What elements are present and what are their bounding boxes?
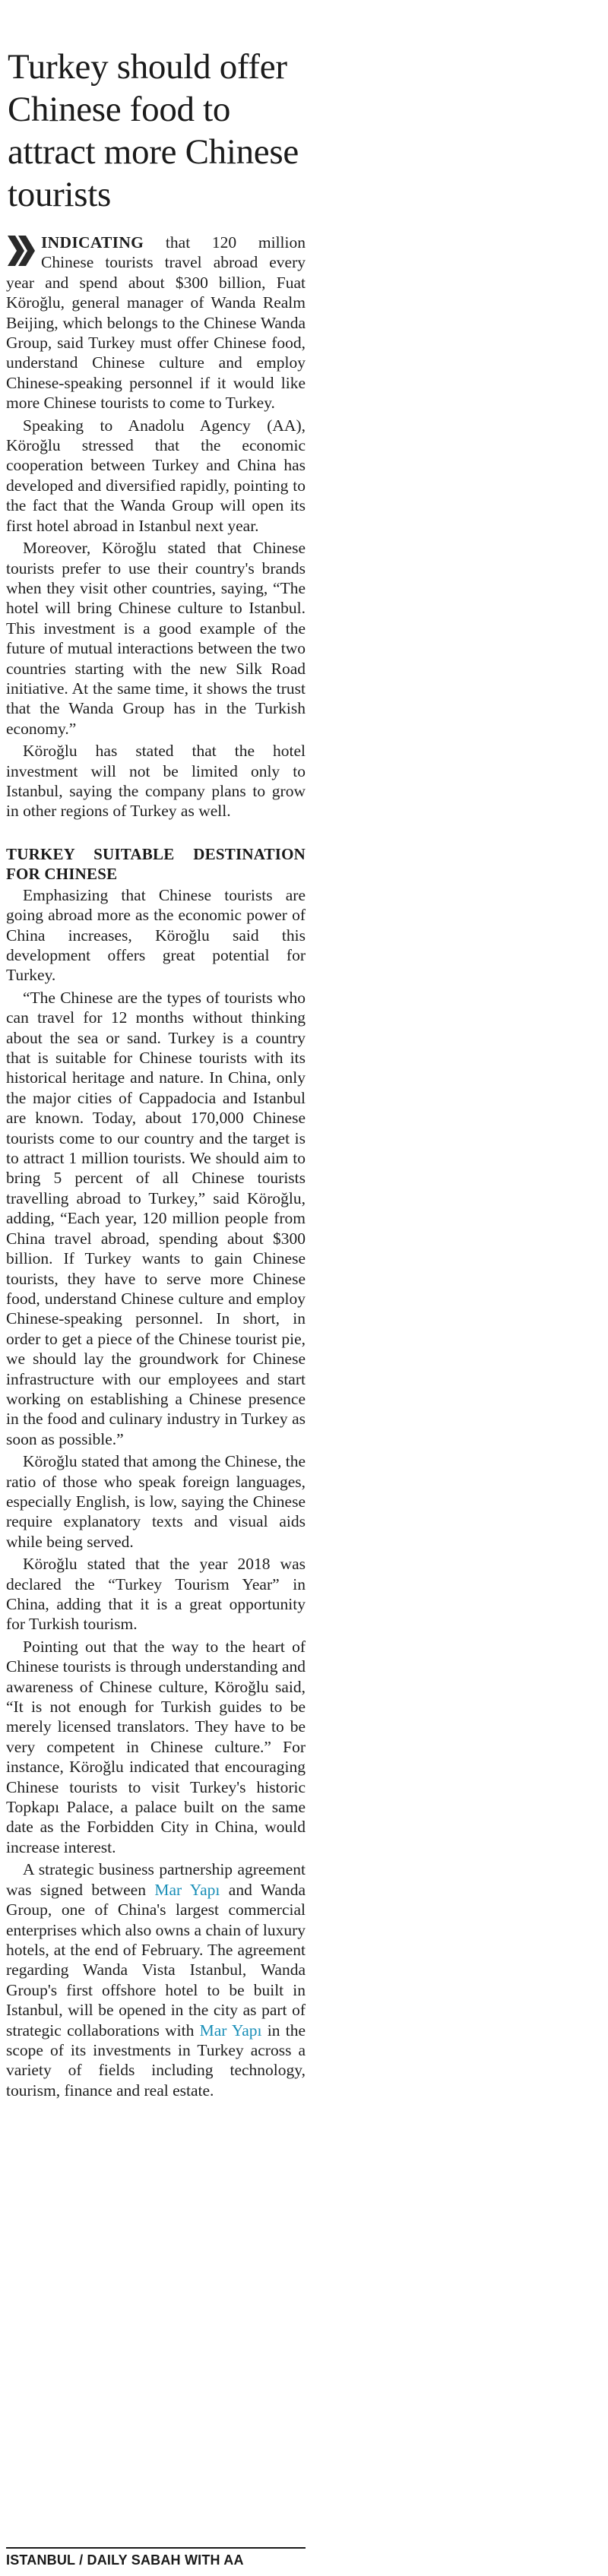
mar-yapi-link[interactable]: Mar Yapı [199, 2021, 262, 2040]
lead-paragraph-text: that 120 million Chinese tourists travel abroad every year and spend about $300 billion, Fuat Köroğlu, general manager of Wanda Realm Beijing, which belongs to the Chinese Wanda Group, said Turkey must offer Chinese food, understand Chinese culture and employ Chinese-speaking personnel if it would like more Chinese tourists to come to Turkey. [6, 233, 306, 413]
article-body [6, 233, 306, 2100]
lead-word: INDICATING [41, 233, 144, 252]
article-headline: Turkey should offer Chinese food to attract more Chinese tourists [8, 47, 299, 214]
body-paragraph: Köroğlu stated that the year 2018 was declared the “Turkey Tourism Year” in China, adding that it is a great opportunity for Turkish tourism. [6, 1555, 306, 1634]
body-paragraph: Moreover, Köroğlu stated that Chinese tourists prefer to use their country's brands when they visit other countries, saying, “The hotel will bring Chinese culture to Istanbul. This investment is a good example of the future of mutual interactions between the two countries starting with the new Silk Road initiative. At the same time, it shows the trust that the Wanda Group has in the Turkish economy.” [6, 539, 306, 738]
mar-yapi-link[interactable]: Mar Yapı [154, 1880, 220, 1899]
final-paragraph [6, 1859, 306, 2100]
section-subheading: TURKEY SUITABLE DESTINATION FOR CHINESE [6, 844, 306, 883]
final-paragraph-text: and Wanda Group, one of China's largest commercial enterprises which also owns a chain of luxury hotels, at the end of February. The agreement regarding Wanda Vista Istanbul, Wanda Group's first offshore hotel to be built in Istanbul, will be opened in the city as part of strategic collaborations with [6, 1880, 306, 2040]
final-paragraph-text: A strategic business partnership agreement was signed between [6, 1860, 306, 1899]
article-byline-footer: ISTANBUL / DAILY SABAH WITH AA [6, 2547, 306, 2568]
body-paragraph: Köroğlu has stated that the hotel investment will not be limited only to Istanbul, saying the company plans to grow in other regions of Turkey as well. [6, 742, 306, 821]
body-paragraph: Emphasizing that Chinese tourists are going abroad more as the economic power of China increases, Köroğlu said this development offers great potential for Turkey. [6, 885, 306, 985]
lead-paragraph [6, 233, 306, 413]
final-paragraph-text: in the scope of its investments in Turkey across a variety of fields including technology, tourism, finance and real estate. [6, 2021, 306, 2100]
body-paragraph: “The Chinese are the types of tourists who can travel for 12 months without thinking about the sea or sand. Turkey is a country that is suitable for Chinese tourists with its historical heritage and nature. In China, only the major cities of Cappadocia and Istanbul are known. Today, about 170,000 Chinese tourists come to our country and the target is to attract 1 million tourists. We should aim to bring 5 percent of all Chinese tourists travelling abroad to Turkey,” said Köroğlu, adding, “Each year, 120 million people from China travel abroad, spending about $300 billion. If Turkey wants to gain Chinese tourists, they have to serve more Chinese food, understand Chinese culture and employ Chinese-speaking personnel. In short, in order to get a piece of the Chinese tourist pie, we should lay the groundwork for Chinese infrastructure with our employees and start working on establishing a Chinese presence in the food and culinary industry in Turkey as soon as possible.” [6, 988, 306, 1448]
body-paragraph: Speaking to Anadolu Agency (AA), Köroğlu stressed that the economic cooperation between Turkey and China has developed and diversified rapidly, pointing to the fact that the Wanda Group will open its first hotel abroad in Istanbul next year. [6, 416, 306, 535]
body-paragraph: Köroğlu stated that among the Chinese, the ratio of those who speak foreign languages, especially English, is low, saying the Chinese require explanatory texts and visual aids while being served. [6, 1452, 306, 1551]
body-paragraph: Pointing out that the way to the heart of Chinese tourists is through understanding and awareness of Chinese culture, Köroğlu said, “It is not enough for Turkish guides to be merely licensed translators. They have to be very competent in Chinese culture.” For instance, Köroğlu indicated that encouraging Chinese tourists to visit Turkey's historic Topkapı Palace, a palace built on the same date as the Forbidden City in China, would increase interest. [6, 1637, 306, 1856]
double-chevron-right-icon [6, 234, 36, 267]
article [6, 30, 306, 2103]
